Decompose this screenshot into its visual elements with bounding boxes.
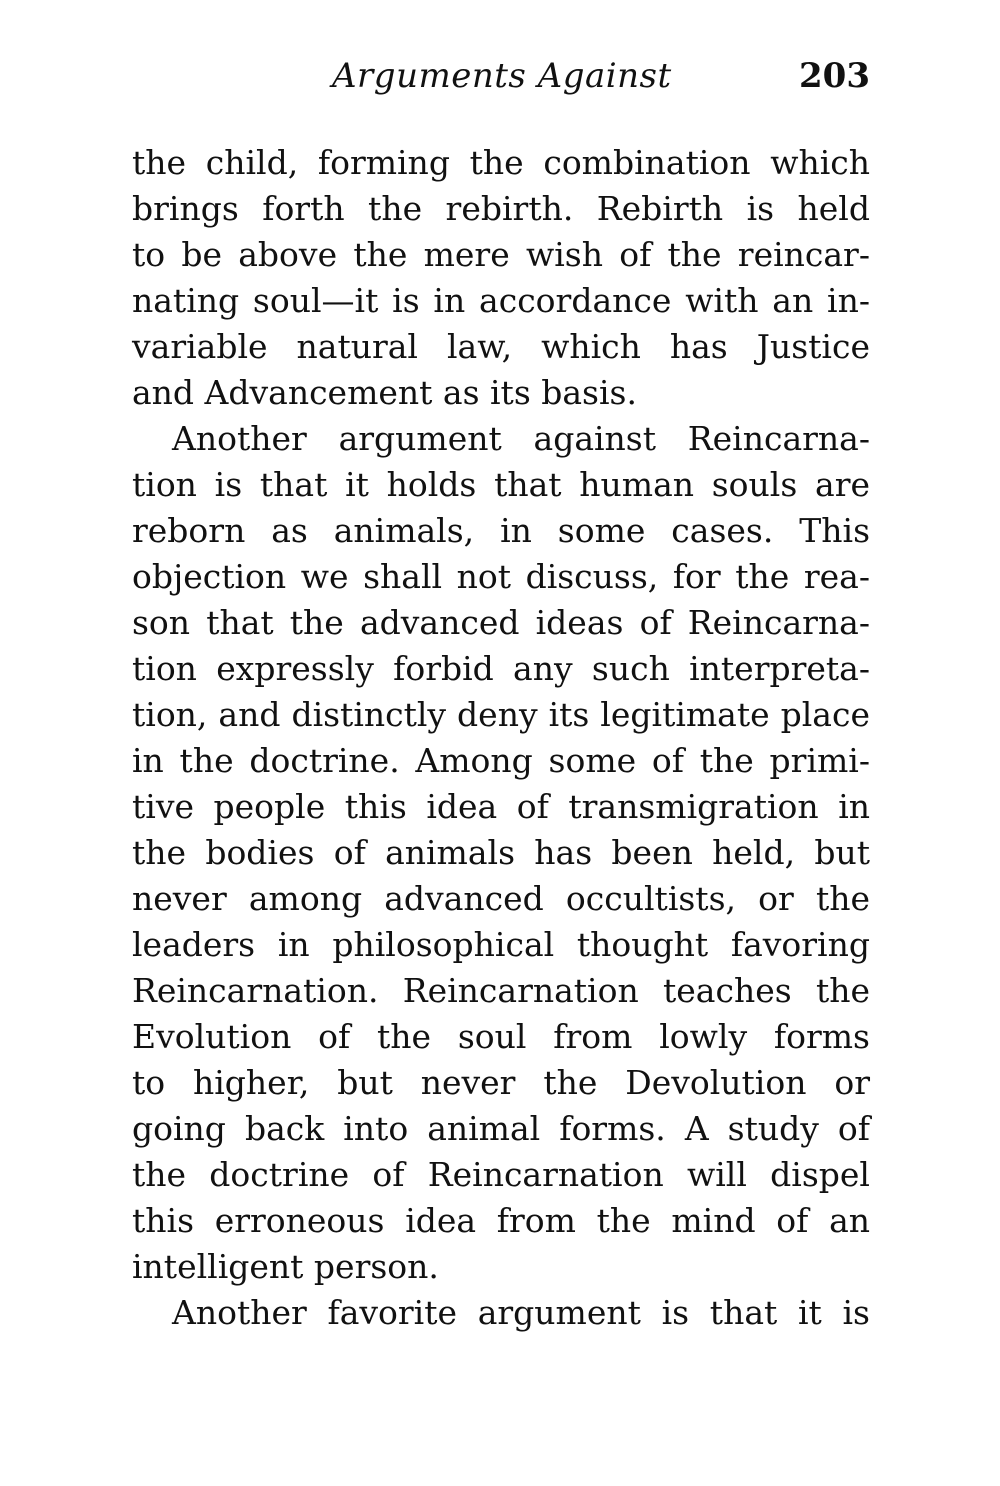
text-line: brings forth the rebirth. Rebirth is held — [132, 189, 870, 228]
running-title: Arguments Against — [332, 56, 672, 96]
running-head — [132, 52, 870, 100]
page-number: 203 — [799, 56, 870, 96]
text-line: tive people this idea of transmigration in — [132, 787, 870, 826]
text-line: going back into animal forms. A study of — [132, 1109, 870, 1148]
body-text — [132, 140, 870, 1336]
text-line: Reincarnation. Reincarnation teaches the — [132, 971, 870, 1010]
text-line: the bodies of animals has been held, but — [132, 833, 870, 872]
text-line: variable natural law, which has Justice — [132, 327, 870, 366]
text-line: Another argument against Reincarna- — [172, 419, 870, 458]
paragraph — [132, 416, 870, 1290]
text-line: and Advancement as its basis. — [132, 373, 637, 412]
text-line: tion, and distinctly deny its legitimate place — [132, 695, 870, 734]
text-line: to be above the mere wish of the reincar- — [132, 235, 870, 274]
paragraph — [132, 140, 870, 416]
text-line: Another favorite argument is that it is — [172, 1293, 870, 1332]
text-line: leaders in philosophical thought favoring — [132, 925, 870, 964]
text-line: the doctrine of Reincarnation will dispel — [132, 1155, 870, 1194]
text-line: in the doctrine. Among some of the primi- — [132, 741, 870, 780]
paragraph — [132, 1290, 870, 1336]
text-line: intelligent person. — [132, 1247, 439, 1286]
text-line: this erroneous idea from the mind of an — [132, 1201, 870, 1240]
text-line: tion is that it holds that human souls are — [132, 465, 870, 504]
text-line: reborn as animals, in some cases. This — [132, 511, 870, 550]
text-line: son that the advanced ideas of Reincarna- — [132, 603, 870, 642]
text-line: to higher, but never the Devolution or — [132, 1063, 870, 1102]
text-line: objection we shall not discuss, for the rea- — [132, 557, 870, 596]
text-line: Evolution of the soul from lowly forms — [132, 1017, 870, 1056]
text-line: tion expressly forbid any such interpreta- — [132, 649, 870, 688]
text-line: nating soul—it is in accordance with an in- — [132, 281, 870, 320]
text-line: never among advanced occultists, or the — [132, 879, 870, 918]
text-line: the child, forming the combination which — [132, 143, 870, 182]
